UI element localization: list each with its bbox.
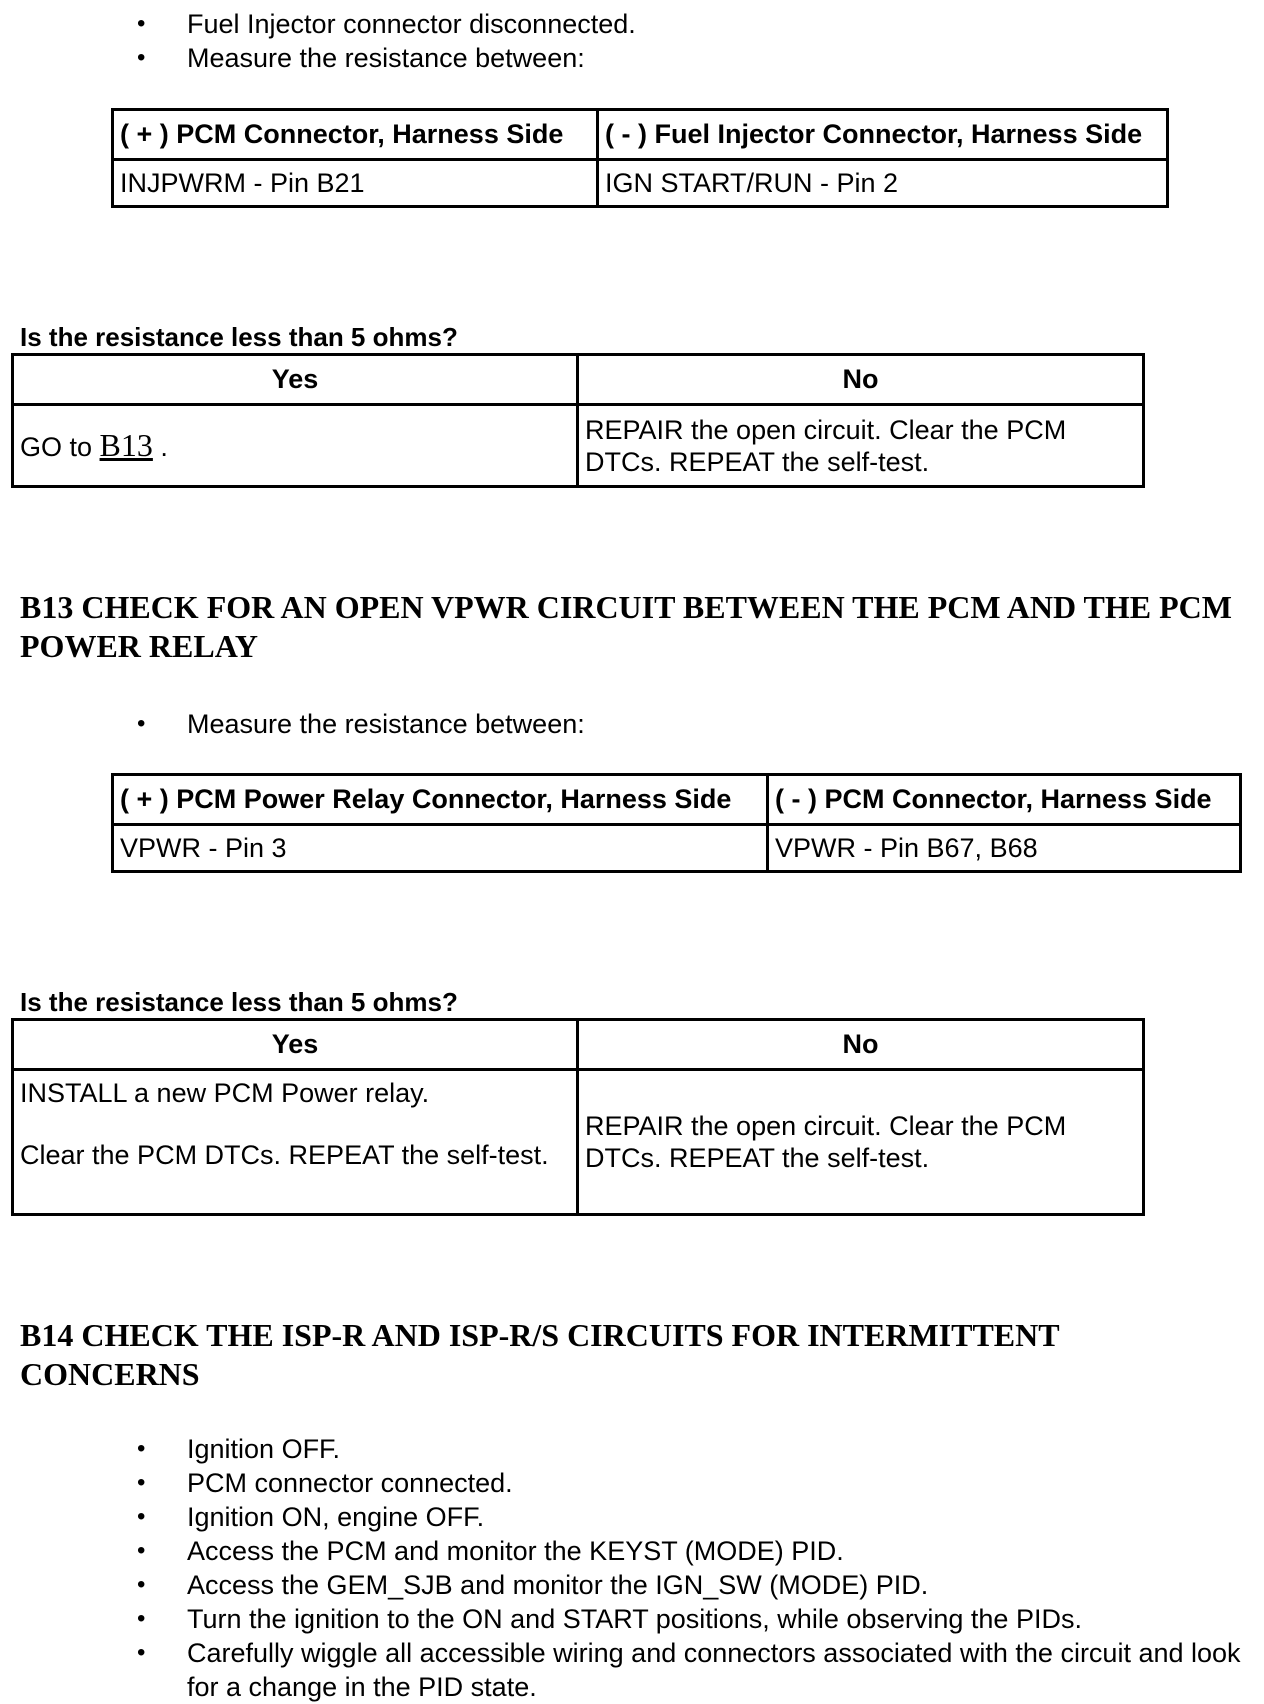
no-cell: REPAIR the open circuit. Clear the PCM DTCs. REPEAT the self-test. (578, 405, 1144, 487)
bullet-item: • Measure the resistance between: (187, 41, 585, 75)
bullet-item: • Access the PCM and monitor the KEYST (MODE) PID. (187, 1534, 844, 1568)
table-cell: IGN START/RUN - Pin 2 (598, 160, 1168, 207)
no-header: No (578, 1020, 1144, 1070)
bullet-item: • Turn the ignition to the ON and START positions, while observing the PIDs. (187, 1602, 1082, 1636)
measurement-table-1 (111, 108, 1169, 208)
section-title-b14: B14 CHECK THE ISP-R AND ISP-R/S CIRCUITS FOR INTERMITTENT CONCERNS (20, 1317, 1060, 1392)
table-header: ( + ) PCM Power Relay Connector, Harness Side (113, 775, 768, 825)
no-header: No (578, 355, 1144, 405)
section-title-b13: B13 CHECK FOR AN OPEN VPWR CIRCUIT BETWEEN THE PCM AND THE PCM POWER RELAY (20, 589, 1232, 664)
no-cell: REPAIR the open circuit. Clear the PCM DTCs. REPEAT the self-test. (578, 1070, 1144, 1215)
result-table-2 (11, 1018, 1145, 1216)
table-cell: INJPWRM - Pin B21 (113, 160, 598, 207)
yes-cell (13, 405, 578, 487)
measurement-table-2 (111, 773, 1242, 873)
table-cell: VPWR - Pin B67, B68 (768, 825, 1241, 872)
yes-header: Yes (13, 355, 578, 405)
bullet-item: • Fuel Injector connector disconnected. (187, 7, 636, 41)
table-header: ( - ) PCM Connector, Harness Side (768, 775, 1241, 825)
table-cell: VPWR - Pin 3 (113, 825, 768, 872)
yes-header: Yes (13, 1020, 578, 1070)
b13-link[interactable]: B13 (99, 427, 153, 463)
table-header: ( + ) PCM Connector, Harness Side (113, 110, 598, 160)
result-table-1 (11, 353, 1145, 488)
bullet-item: • Ignition ON, engine OFF. (187, 1500, 484, 1534)
bullet-item: • PCM connector connected. (187, 1466, 513, 1500)
yes-suffix: . (160, 432, 168, 462)
bullet-item: • Access the GEM_SJB and monitor the IGN_SW (MODE) PID. (187, 1568, 928, 1602)
yes-cell (13, 1070, 578, 1215)
question-heading: Is the resistance less than 5 ohms? (20, 987, 458, 1017)
yes-prefix: GO to (20, 432, 93, 462)
yes-line: Clear the PCM DTCs. REPEAT the self-test. (20, 1140, 549, 1170)
bullet-item: • Measure the resistance between: (187, 707, 585, 741)
yes-line: INSTALL a new PCM Power relay. (20, 1078, 430, 1108)
bullet-item: • Ignition OFF. (187, 1432, 340, 1466)
bullet-item: • Carefully wiggle all accessible wiring and connectors associated with the circuit and look for a change in the PID state. (187, 1636, 1247, 1704)
table-header: ( - ) Fuel Injector Connector, Harness Side (598, 110, 1168, 160)
question-heading: Is the resistance less than 5 ohms? (20, 322, 458, 352)
